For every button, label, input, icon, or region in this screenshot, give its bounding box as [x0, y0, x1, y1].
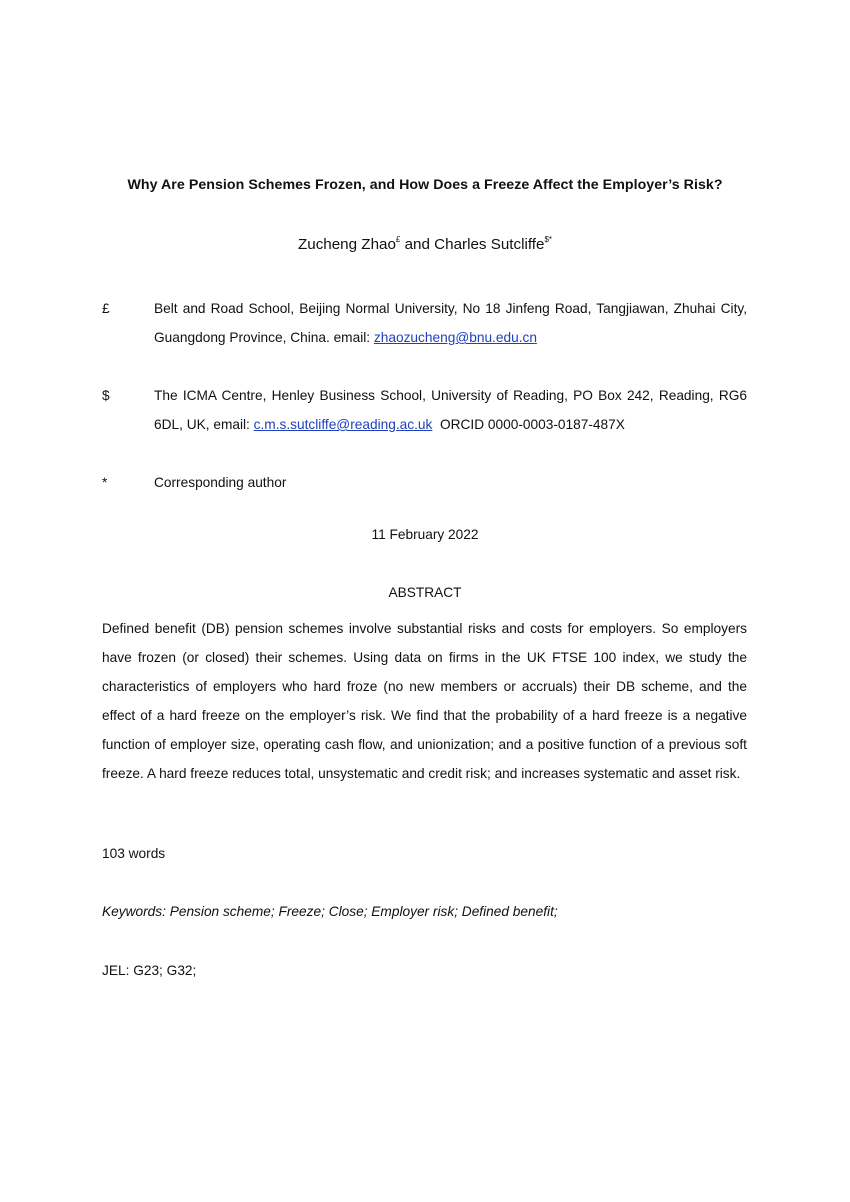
affiliation-mark: * [102, 475, 108, 490]
affiliation-text [154, 381, 747, 439]
affiliation-mark: $ [102, 388, 110, 403]
affiliation-sutcliffe [102, 381, 747, 439]
paper-title: Why Are Pension Schemes Frozen, and How Does a Freeze Affect the Employer’s Risk? [127, 177, 723, 193]
word-count: 103 words [102, 846, 166, 861]
author-zhao: Zucheng Zhao [297, 236, 396, 253]
abstract-heading: ABSTRACT [388, 585, 462, 600]
email-link-zhao[interactable]: zhaozucheng@bnu.edu.cn [373, 330, 537, 345]
affiliation-zhao [102, 294, 747, 352]
author-zhao-mark: £ [395, 235, 401, 244]
affiliation-text [154, 294, 747, 352]
author-connector: and [400, 236, 435, 253]
jel-codes: JEL: G23; G32; [102, 963, 197, 978]
corresponding-author-note [102, 468, 747, 497]
affiliation-address: Belt and Road School, Beijing Normal University, No 18 Jinfeng Road, Tangjiawan, Zhuhai City, Guangdong Province, China. email: [154, 301, 747, 345]
author-sutcliffe-mark: $* [544, 235, 553, 244]
affiliation-text: Corresponding author [154, 475, 287, 490]
affiliation-address: The ICMA Centre, Henley Business School, University of Reading, PO Box 242, Reading, RG6 6DL, UK, email: [154, 388, 747, 432]
email-link-sutcliffe[interactable]: c.m.s.sutcliffe@reading.ac.uk [253, 417, 433, 432]
orcid: ORCID 0000-0003-0187-487X [432, 417, 625, 432]
keywords: Keywords: Pension scheme; Freeze; Close; Employer risk; Defined benefit; [102, 904, 558, 919]
affiliation-mark: £ [102, 301, 110, 316]
author-sutcliffe: Charles Sutcliffe [434, 236, 545, 253]
abstract-text: Defined benefit (DB) pension schemes involve substantial risks and costs for employers. So employers have frozen (or closed) their schemes. Using data on firms in the UK FTSE 100 index, we study the characteristics of employers who hard froze (no new members or accruals) their DB scheme, and the effect of a hard freeze on the employer’s risk. We find that the probability of a hard freeze is a negative function of employer size, operating cash flow, and unionization; and a positive function of a previous soft freeze. A hard freeze reduces total, unsystematic and credit risk; and increases systematic and asset risk. [102, 621, 747, 781]
author-line [60, 236, 790, 253]
paper-date: 11 February 2022 [371, 527, 479, 542]
